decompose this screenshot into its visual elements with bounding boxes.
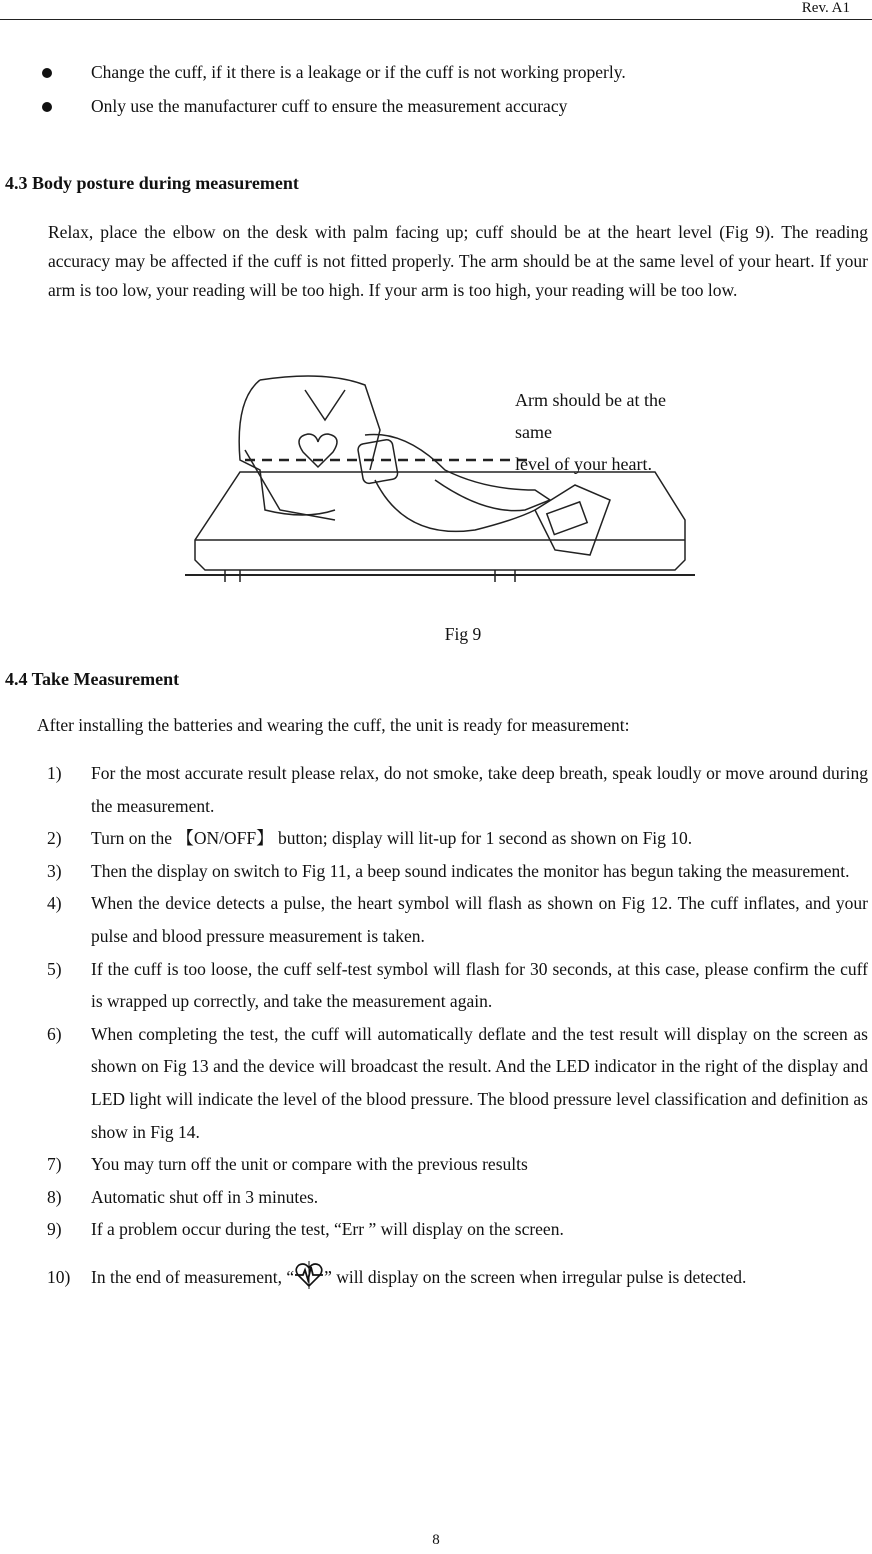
posture-paragraph: Relax, place the elbow on the desk with palm facing up; cuff should be at the heart level (Fig 9). The reading accuracy may be affected if the cuff is not fitted properly. The arm should be at the same level of your heart. If your arm is too low, your reading will be too high. If your arm is too high, your reading will be too low. xyxy=(48,222,868,300)
step-item: 3) Then the display on switch to Fig 11, a beep sound indicates the monitor has begun taking the measurement. xyxy=(47,860,850,881)
step-item: 4) When the device detects a pulse, the heart symbol will flash as shown on Fig 12. The cuff inflates, and your pulse and blood pressure measurement is taken. xyxy=(47,893,868,946)
step-item: 10) In the end of measurement, “ ” will display on the screen when irregular pulse is detected. xyxy=(47,1258,868,1297)
section-heading-4-4: 4.4 Take Measurement xyxy=(5,669,180,689)
section-heading-4-3: 4.3 Body posture during measurement xyxy=(5,173,299,193)
header-divider xyxy=(0,19,872,20)
step-item: 8) Automatic shut off in 3 minutes. xyxy=(47,1186,319,1207)
step-item: 7) You may turn off the unit or compare with the previous results xyxy=(47,1154,528,1175)
revision-label: Rev. A1 xyxy=(801,0,850,16)
measurement-steps xyxy=(47,757,868,1297)
step-item: 9) If a problem occur during the test, “Err ” will display on the screen. xyxy=(47,1219,564,1240)
page-number: 8 xyxy=(432,1532,440,1548)
bullet-icon xyxy=(42,102,52,112)
step-item: 6) When completing the test, the cuff will automatically deflate and the test result will display on the screen as shown on Fig 13 and the device will broadcast the result. And the LED indicator in the right of the display and LED light will indicate the level of the blood pressure. The blood pressure level classification and definition as show in Fig 14. xyxy=(47,1023,868,1142)
bullet-item: Only use the manufacturer cuff to ensure the measurement accuracy xyxy=(91,96,568,116)
step-item: 1) For the most accurate result please relax, do not smoke, take deep breath, speak loudly or move around during the measurement. xyxy=(47,763,868,816)
figure-9-illustration xyxy=(185,360,705,582)
figure-annotation: Arm should be at the same level of your heart. xyxy=(515,390,666,474)
irregular-pulse-icon xyxy=(294,1261,324,1289)
step-item: 2) Turn on the 【ON/OFF】 button; display will lit-up for 1 second as shown on Fig 10. xyxy=(47,828,693,849)
bullet-icon xyxy=(42,68,52,78)
measurement-intro: After installing the batteries and wearing the cuff, the unit is ready for measurement: xyxy=(37,715,630,735)
step-item: 5) If the cuff is too loose, the cuff self-test symbol will flash for 30 seconds, at this case, please confirm the cuff is wrapped up correctly, and take the measurement again. xyxy=(47,958,868,1012)
bullet-item: Change the cuff, if it there is a leakage or if the cuff is not working properly. xyxy=(91,62,626,82)
figure-caption: Fig 9 xyxy=(444,624,482,644)
